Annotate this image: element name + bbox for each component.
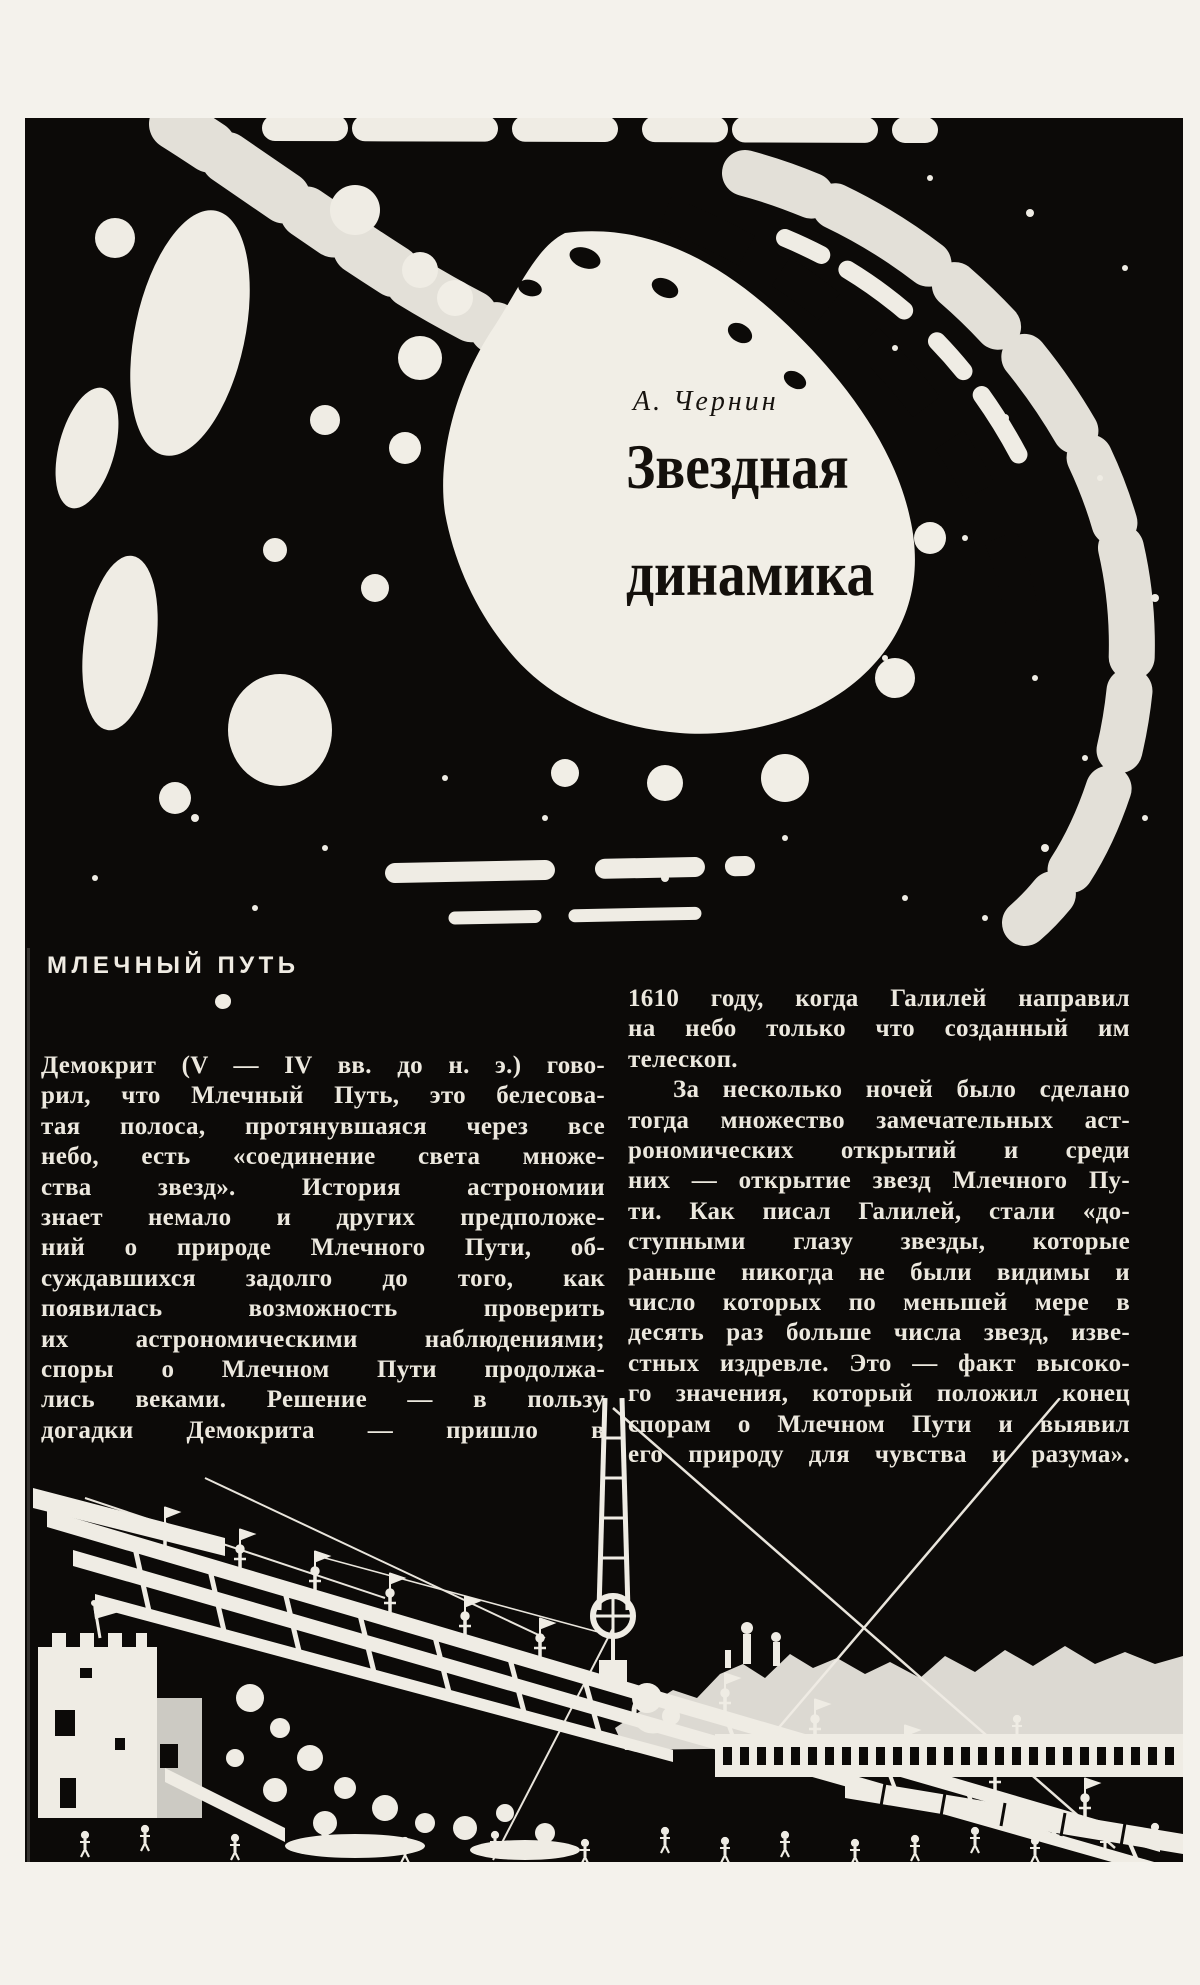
scan-plate	[25, 118, 1183, 1862]
section-bullet-icon	[215, 994, 231, 1009]
text-line: тогда множество замечательных аст-	[628, 1106, 1130, 1134]
author-byline: А. Чернин	[633, 386, 779, 417]
text-line: них — открытие звезд Млечного Пу-	[628, 1167, 1130, 1195]
text-line: его природу для чувства и разума».	[628, 1441, 1130, 1469]
left-column	[41, 1051, 605, 1446]
text-line: небо, есть «соединение света множе-	[41, 1143, 605, 1171]
text-line: догадки Демокрита — пришло в	[41, 1416, 605, 1444]
text-line: десять раз больше числа звезд, изве-	[628, 1319, 1130, 1347]
text-line: появилась возможность проверить	[41, 1295, 605, 1323]
text-line: тая полоса, протянувшаяся через все	[41, 1112, 605, 1140]
text-line: 1610 году, когда Галилей направил	[628, 985, 1130, 1012]
article-title-line1: Звездная	[626, 432, 849, 502]
text-line: За несколько ночей было сделано	[673, 1076, 1130, 1104]
text-line: лись веками. Решение — в пользу	[41, 1386, 605, 1414]
text-line: ства звезд». История астрономии	[41, 1173, 605, 1201]
text-line: рономических открытий и среди	[628, 1137, 1130, 1165]
text-line: число которых по меньшей мере в	[628, 1289, 1130, 1317]
text-line: телескоп.	[628, 1045, 738, 1073]
article-title-line2: динамика	[626, 539, 875, 609]
article-title	[626, 414, 874, 628]
text-line: го значения, который положил конец	[628, 1380, 1130, 1408]
text-line: рил, что Млечный Путь, это белесова-	[41, 1082, 605, 1110]
text-line: ступными глазу звезды, которые	[628, 1228, 1130, 1256]
text-line: ний о природе Млечного Пути, об-	[41, 1234, 605, 1262]
galaxy-photo	[25, 118, 1183, 948]
text-line: на небо только что созданный им	[628, 1015, 1130, 1043]
text-line: споры о Млечном Пути продолжа-	[41, 1356, 605, 1384]
text-line: раньше никогда не были видимы и	[628, 1258, 1130, 1286]
text-line: суждавшихся задолго до того, как	[41, 1264, 605, 1292]
text-line: их астрономическими наблюдениями;	[41, 1325, 605, 1353]
text-line: Демокрит (V — IV вв. до н. э.) гово-	[41, 1052, 605, 1079]
text-line: спорам о Млечном Пути и выявил	[628, 1410, 1130, 1438]
section-heading: МЛЕЧНЫЙ ПУТЬ	[47, 952, 300, 979]
right-column	[628, 984, 1130, 1471]
text-line: ти. Как писал Галилей, стали «до-	[628, 1197, 1130, 1225]
text-line: знает немало и других предположе-	[41, 1204, 605, 1232]
text-line: стных издревле. Это — факт высоко-	[628, 1349, 1130, 1377]
